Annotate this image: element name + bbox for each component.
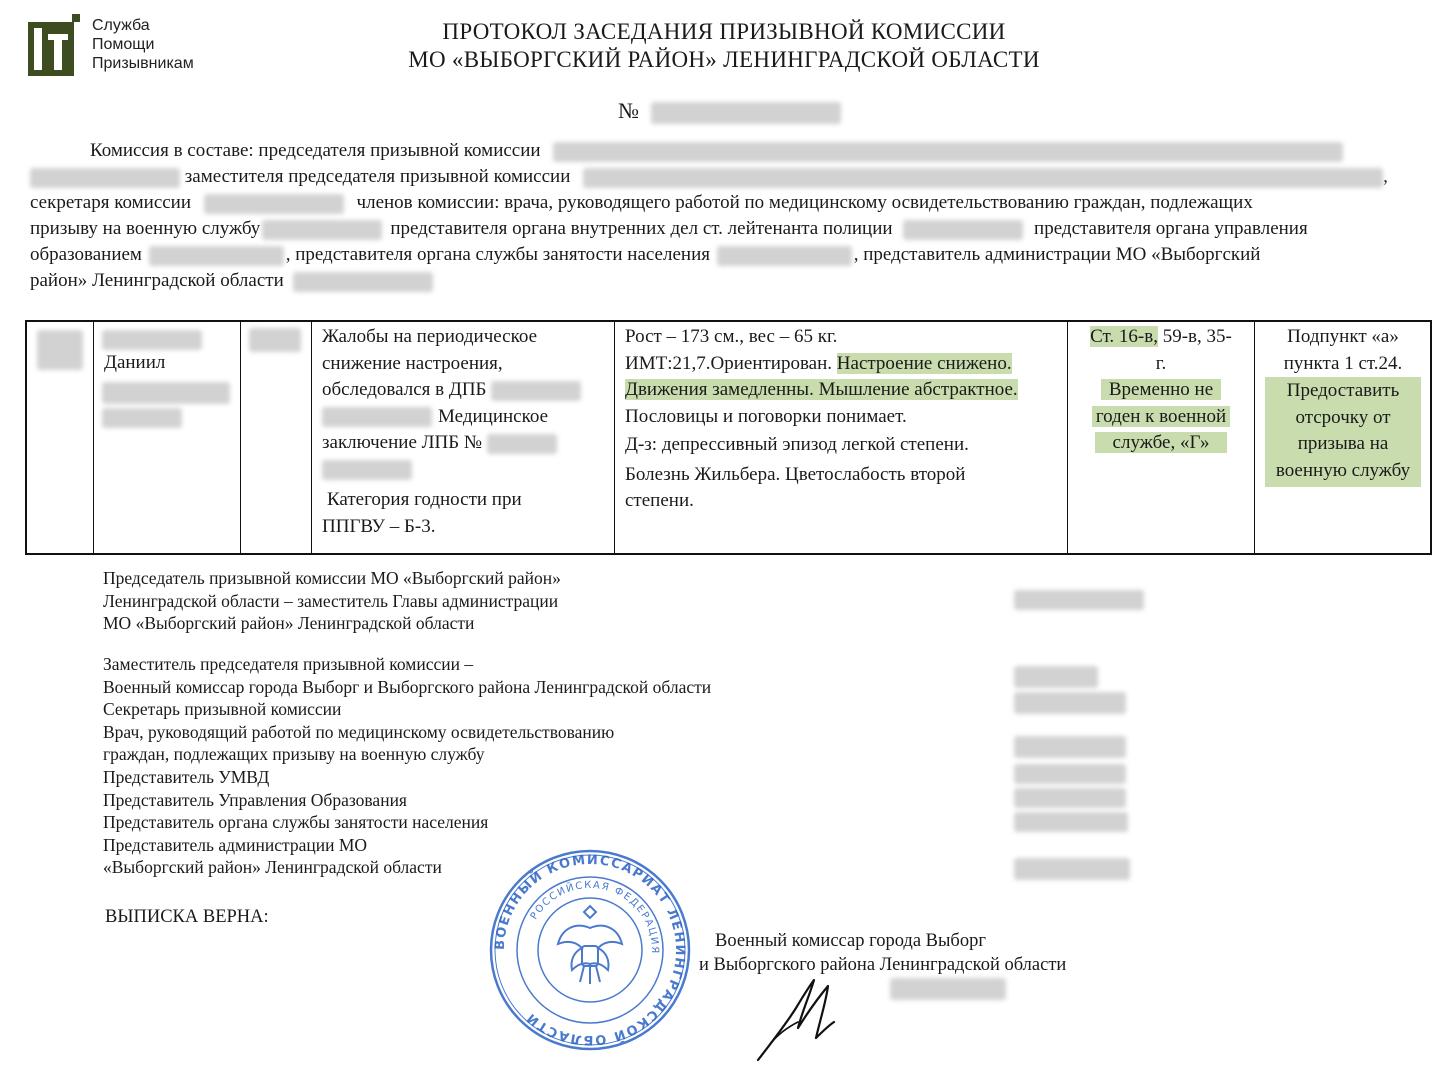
redacted-text	[322, 460, 412, 480]
redacted-name	[204, 194, 344, 214]
commission-line-3	[30, 190, 1253, 216]
commission-text: образованием	[30, 244, 142, 265]
extract-verified: ВЫПИСКА ВЕРНА:	[105, 907, 269, 927]
exam-line: Пословицы и поговорки понимает.	[625, 405, 907, 427]
exam-line: Рост – 173 см., вес – 65 кг.	[625, 326, 838, 347]
commission-text: членов комиссии: врача, руководящего работой по медицинскому освидетельствованию граждан, подлежащих	[356, 192, 1253, 213]
commission-text: , представитель администрации МО «Выборгский	[853, 244, 1261, 265]
article-text	[1068, 324, 1254, 457]
highlight: годен к военной	[1092, 406, 1230, 427]
redacted-name	[903, 220, 1023, 240]
exam-line: Д-з: депрессивный эпизод легкой степени.	[625, 434, 969, 455]
logo-line: Призывникам	[92, 55, 194, 72]
exam-line: Болезнь Жильбера. Цветослабость второй	[625, 463, 966, 485]
table-cell-number	[27, 322, 94, 553]
complaints-line: снижение настроения,	[322, 352, 503, 374]
logo-line: Служба	[92, 17, 150, 34]
title-line-2: МО «ВЫБОРГСКИЙ РАЙОН» ЛЕНИНГРАДСКОЙ ОБЛАСТИ	[408, 47, 1040, 72]
signature-line: Ленинградской области – заместитель Главы администрации	[103, 590, 559, 611]
signature-line: Председатель призывной комиссии МО «Выборгский район»	[103, 568, 561, 588]
members-signature-block	[103, 653, 711, 879]
exam-line: степени.	[625, 490, 694, 511]
commissar-title	[699, 929, 1067, 977]
signature-line: Заместитель председателя призывной комиссии –	[103, 654, 474, 674]
complaints-line: обследовался в ДПБ	[322, 377, 612, 404]
protocol-number	[618, 98, 841, 124]
commission-text: ,	[1383, 166, 1388, 187]
redacted-patronymic	[102, 382, 230, 404]
number-label: №	[618, 98, 639, 123]
commission-text: призыву на военную службу	[30, 218, 261, 239]
chair-signature-block	[103, 567, 561, 635]
redacted-number	[37, 330, 83, 370]
highlight: Временно не	[1101, 379, 1221, 400]
redacted-text	[491, 381, 581, 401]
redacted-name	[149, 246, 284, 266]
commission-text: представителя органа управления	[1034, 218, 1308, 239]
decision-line: Подпункт «а»	[1287, 326, 1399, 347]
complaints-line: Жалобы на периодическое	[322, 326, 538, 347]
signature-scribble-icon	[752, 972, 842, 1064]
exam-text	[625, 324, 1065, 515]
signature-line: Представитель Управления Образования	[103, 789, 407, 810]
redacted-name	[262, 220, 382, 240]
redacted-number	[651, 102, 841, 124]
complaints-line	[322, 457, 612, 484]
signature-line: Врач, руководящий работой по медицинскому освидетельствованию	[103, 721, 615, 742]
redacted-signature	[1014, 858, 1130, 880]
article-line: г.	[1155, 352, 1167, 374]
table-cell-complaints	[312, 322, 615, 553]
commissar-line: Военный комиссар города Выборг	[715, 931, 986, 951]
redacted-signature	[1014, 666, 1098, 688]
signature-line: Военный комиссар города Выборг и Выборгского района Ленинградской области	[103, 676, 712, 697]
title-line-1: ПРОТОКОЛ ЗАСЕДАНИЯ ПРИЗЫВНОЙ КОМИССИИ	[442, 19, 1006, 44]
commission-line-5	[30, 242, 1260, 268]
signature-line: «Выборгский район» Ленинградской области	[103, 857, 442, 878]
decision-line: Предоставить	[1286, 380, 1400, 401]
complaints-line: Категория годности при	[327, 489, 522, 510]
commission-text: Комиссия в составе: председателя призывной комиссии	[90, 140, 541, 161]
decision-text	[1255, 324, 1431, 487]
signature-line: граждан, подлежащих призыву на военную службу	[103, 744, 485, 765]
redacted-signature	[890, 978, 1006, 1000]
table-cell-article	[1068, 322, 1255, 553]
redacted-text	[487, 434, 557, 454]
commission-text: представителя органа внутренних дел ст. лейтенанта полиции	[390, 218, 893, 239]
table-cell-exam	[615, 322, 1068, 553]
commission-line-2	[30, 164, 1388, 190]
first-name: Даниил	[104, 352, 166, 373]
redacted-name	[583, 168, 1383, 188]
exam-line: ИМТ:21,7.Ориентирован. Настроение снижено.	[625, 352, 1012, 374]
table-cell-decision	[1255, 322, 1431, 553]
commission-text: , представителя органа службы занятости населения	[285, 244, 710, 265]
article-line	[1068, 430, 1254, 457]
complaints-line: заключение ЛПБ №	[322, 430, 612, 457]
redacted-surname	[102, 330, 202, 350]
redacted-signature	[1014, 590, 1144, 610]
logo-line: Помощи	[92, 36, 155, 53]
signature-line: Представитель органа службы занятости населения	[103, 812, 489, 833]
redacted-name	[30, 168, 180, 188]
conscript-table	[25, 320, 1432, 555]
complaints-line: Медицинское	[322, 404, 612, 431]
decision-line: военную службу	[1275, 459, 1411, 481]
commission-line-1	[90, 138, 1343, 164]
complaints-line: ППГВУ – Б-3.	[322, 515, 436, 537]
commission-paragraph	[30, 138, 1435, 298]
highlight: Настроение снижено.	[836, 352, 1012, 374]
decision-line: пункта 1 ст.24.	[1283, 352, 1403, 374]
commission-text: район» Ленинградской области	[30, 270, 284, 291]
document-title	[0, 18, 1448, 74]
commission-text: заместителя председателя призывной комиссии	[184, 166, 571, 187]
commission-line-4	[30, 216, 1308, 242]
redacted-signature	[1014, 736, 1126, 758]
article-line: Ст. 16-в, 59-в, 35-	[1090, 326, 1232, 347]
redacted-name	[553, 142, 1343, 162]
redacted-signature	[1014, 812, 1128, 832]
highlight: службе, «Г»	[1095, 432, 1228, 453]
table-cell-name	[94, 322, 241, 553]
handwritten-signature	[752, 972, 842, 1069]
svg-text:РОССИЙСКАЯ ФЕДЕРАЦИЯ	[529, 880, 660, 955]
article-line	[1068, 404, 1254, 431]
decision-line: отсрочку от	[1295, 406, 1391, 428]
redacted-year	[249, 328, 301, 352]
highlight: Движения замедленны. Мышление абстрактное.	[625, 379, 1018, 400]
redacted-name	[293, 272, 433, 292]
redacted-text	[322, 407, 432, 427]
redacted-signature	[1014, 692, 1126, 714]
signature-line: МО «Выборгский район» Ленинградской области	[103, 613, 475, 634]
redacted-patronymic	[102, 408, 182, 428]
signature-line: Представитель администрации МО	[103, 834, 368, 855]
stamp-seal-icon	[488, 848, 692, 1052]
commission-line-6	[30, 268, 433, 294]
article-line	[1068, 377, 1254, 404]
complaints-text	[322, 324, 612, 540]
coat-of-arms-icon	[558, 906, 622, 984]
official-stamp	[488, 848, 692, 1057]
redacted-signature	[1014, 788, 1126, 808]
commission-text: секретаря комиссии	[30, 192, 192, 213]
decision-line: призыва на	[1297, 433, 1389, 454]
highlight: Ст. 16-в,	[1090, 326, 1158, 347]
table-cell-birthyear	[241, 322, 312, 553]
decision-highlight	[1265, 377, 1421, 487]
signature-line: Секретарь призывной комиссии	[103, 699, 342, 720]
redacted-signature	[1014, 764, 1126, 784]
commissar-line: и Выборгского района Ленинградской области	[699, 955, 1067, 975]
stamp-inner-text: РОССИЙСКАЯ ФЕДЕРАЦИЯ	[528, 879, 661, 955]
stamp-outer-text: ВОЕННЫЙ КОМИССАРИАТ ЛЕНИНГРАДСКОЙ ОБЛАСТИ	[492, 852, 688, 1048]
exam-line	[625, 377, 1065, 404]
signature-line: Представитель УМВД	[103, 766, 270, 787]
redacted-name	[717, 246, 852, 266]
